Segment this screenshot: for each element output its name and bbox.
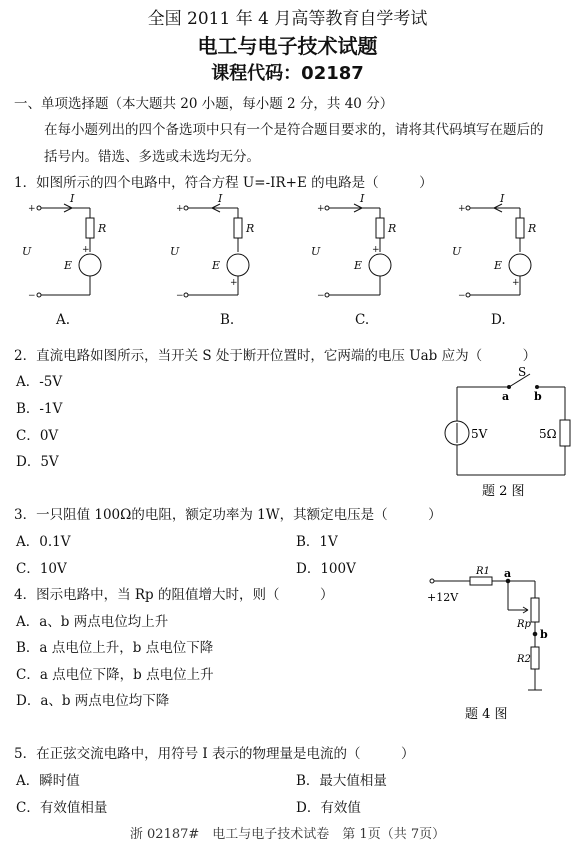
question-2-stem: 2．直流电路如图所示，当开关 S 处于断开位置时，它两端的电压 Uab 应为（ ） <box>14 348 537 364</box>
r2-label: R2 <box>517 654 531 665</box>
minus-sign: − <box>28 291 36 301</box>
question-2-figure <box>425 360 575 500</box>
minus-sign: − <box>317 291 325 301</box>
label-r: R <box>528 222 537 235</box>
plus-sign: + <box>28 204 36 214</box>
q2-option-b: B．-1V <box>16 401 63 417</box>
q4-option-b: B．a 点电位上升，b 点电位下降 <box>16 640 214 656</box>
page-footer: 浙 02187# 电工与电子技术试卷 第 1页（共 7页） <box>129 827 446 842</box>
q2-option-a: A．-5V <box>16 374 63 390</box>
rp-label: Rp <box>517 619 531 630</box>
label-i: I <box>218 192 223 205</box>
label-e: E <box>64 259 73 272</box>
plus-sign: + <box>317 204 325 214</box>
plus-sign: + <box>230 278 238 288</box>
r1-label: R1 <box>476 566 490 577</box>
node-b-label: b <box>540 628 548 641</box>
question-4-stem: 4．图示电路中，当 Rp 的阻值增大时，则（ ） <box>14 587 334 603</box>
plus-sign: + <box>512 278 520 288</box>
section-instruction: 在每小题列出的四个备选项中只有一个是符合题目要求的，请将其代码填写在题后的 <box>44 122 544 138</box>
section-title: 一、单项选择题（本大题共 20 小题，每小题 2 分，共 40 分） <box>14 96 394 112</box>
question-4-figure <box>420 565 570 725</box>
q5-option-b: B．最大值相量 <box>296 773 387 789</box>
q3-option-b: B．1V <box>296 534 338 550</box>
node-a-label: a <box>504 567 512 580</box>
minus-sign: − <box>176 291 184 301</box>
q4-option-a: A．a、b 两点电位均上升 <box>16 614 169 630</box>
label-r: R <box>388 222 397 235</box>
label-i: I <box>500 192 505 205</box>
circuit-c <box>325 204 391 297</box>
course-code: 课程代码：02187 <box>211 63 364 84</box>
q1-option-b: B. <box>220 312 235 328</box>
circuit-a <box>37 204 101 297</box>
q2-option-c: C．0V <box>16 428 59 444</box>
q4-option-d: D．a、b 两点电位均下降 <box>16 693 170 709</box>
label-e: E <box>494 259 503 272</box>
question-1-stem: 1．如图所示的四个电路中，符合方程 U=-IR+E 的电路是（ ） <box>14 175 433 191</box>
label-e: E <box>354 259 363 272</box>
plus-sign: + <box>176 204 184 214</box>
node-b-label: b <box>534 390 542 403</box>
label-u: U <box>170 245 180 258</box>
node-a-label: a <box>502 390 510 403</box>
q4-option-c: C．a 点电位下降，b 点电位上升 <box>16 667 214 683</box>
source-voltage-label: 5V <box>471 427 488 441</box>
q5-option-d: D．有效值 <box>296 800 361 816</box>
q3-option-c: C．10V <box>16 561 67 577</box>
plus-sign: + <box>82 245 90 255</box>
q1-option-d: D. <box>491 312 506 328</box>
circuit-b <box>184 204 249 297</box>
supply-label: +12V <box>427 591 459 604</box>
minus-sign: − <box>458 291 466 301</box>
label-u: U <box>22 245 32 258</box>
resistor-value-label: 5Ω <box>539 427 557 441</box>
exam-subject-title: 电工与电子技术试题 <box>197 34 378 58</box>
question-1-figures <box>0 190 575 330</box>
label-u: U <box>311 245 321 258</box>
q5-option-a: A．瞬时值 <box>16 773 80 789</box>
question-3-stem: 3．一只阻值 100Ω的电阻，额定功率为 1W，其额定电压是（ ） <box>14 507 442 523</box>
label-r: R <box>246 222 255 235</box>
label-r: R <box>98 222 107 235</box>
circuit-d <box>466 204 531 297</box>
q3-option-d: D．100V <box>296 561 356 577</box>
q1-option-c: C. <box>355 312 370 328</box>
plus-sign: + <box>372 245 380 255</box>
q5-option-c: C．有效值相量 <box>16 800 108 816</box>
label-e: E <box>212 259 221 272</box>
switch-label: S <box>518 365 527 379</box>
label-u: U <box>452 245 462 258</box>
section-instruction-cont: 括号内。错选、多选或未选均无分。 <box>44 149 260 165</box>
q2-option-d: D．5V <box>16 454 59 470</box>
question-5-stem: 5．在正弦交流电路中，用符号 I 表示的物理量是电流的（ ） <box>14 746 415 762</box>
figure-2-caption: 题 2 图 <box>482 484 525 499</box>
q3-option-a: A．0.1V <box>16 534 71 550</box>
figure-4-caption: 题 4 图 <box>465 707 508 722</box>
plus-sign: + <box>458 204 466 214</box>
exam-title-line: 全国 2011 年 4 月高等教育自学考试 <box>147 9 428 29</box>
label-i: I <box>360 192 365 205</box>
label-i: I <box>70 192 75 205</box>
q1-option-a: A. <box>56 312 71 328</box>
